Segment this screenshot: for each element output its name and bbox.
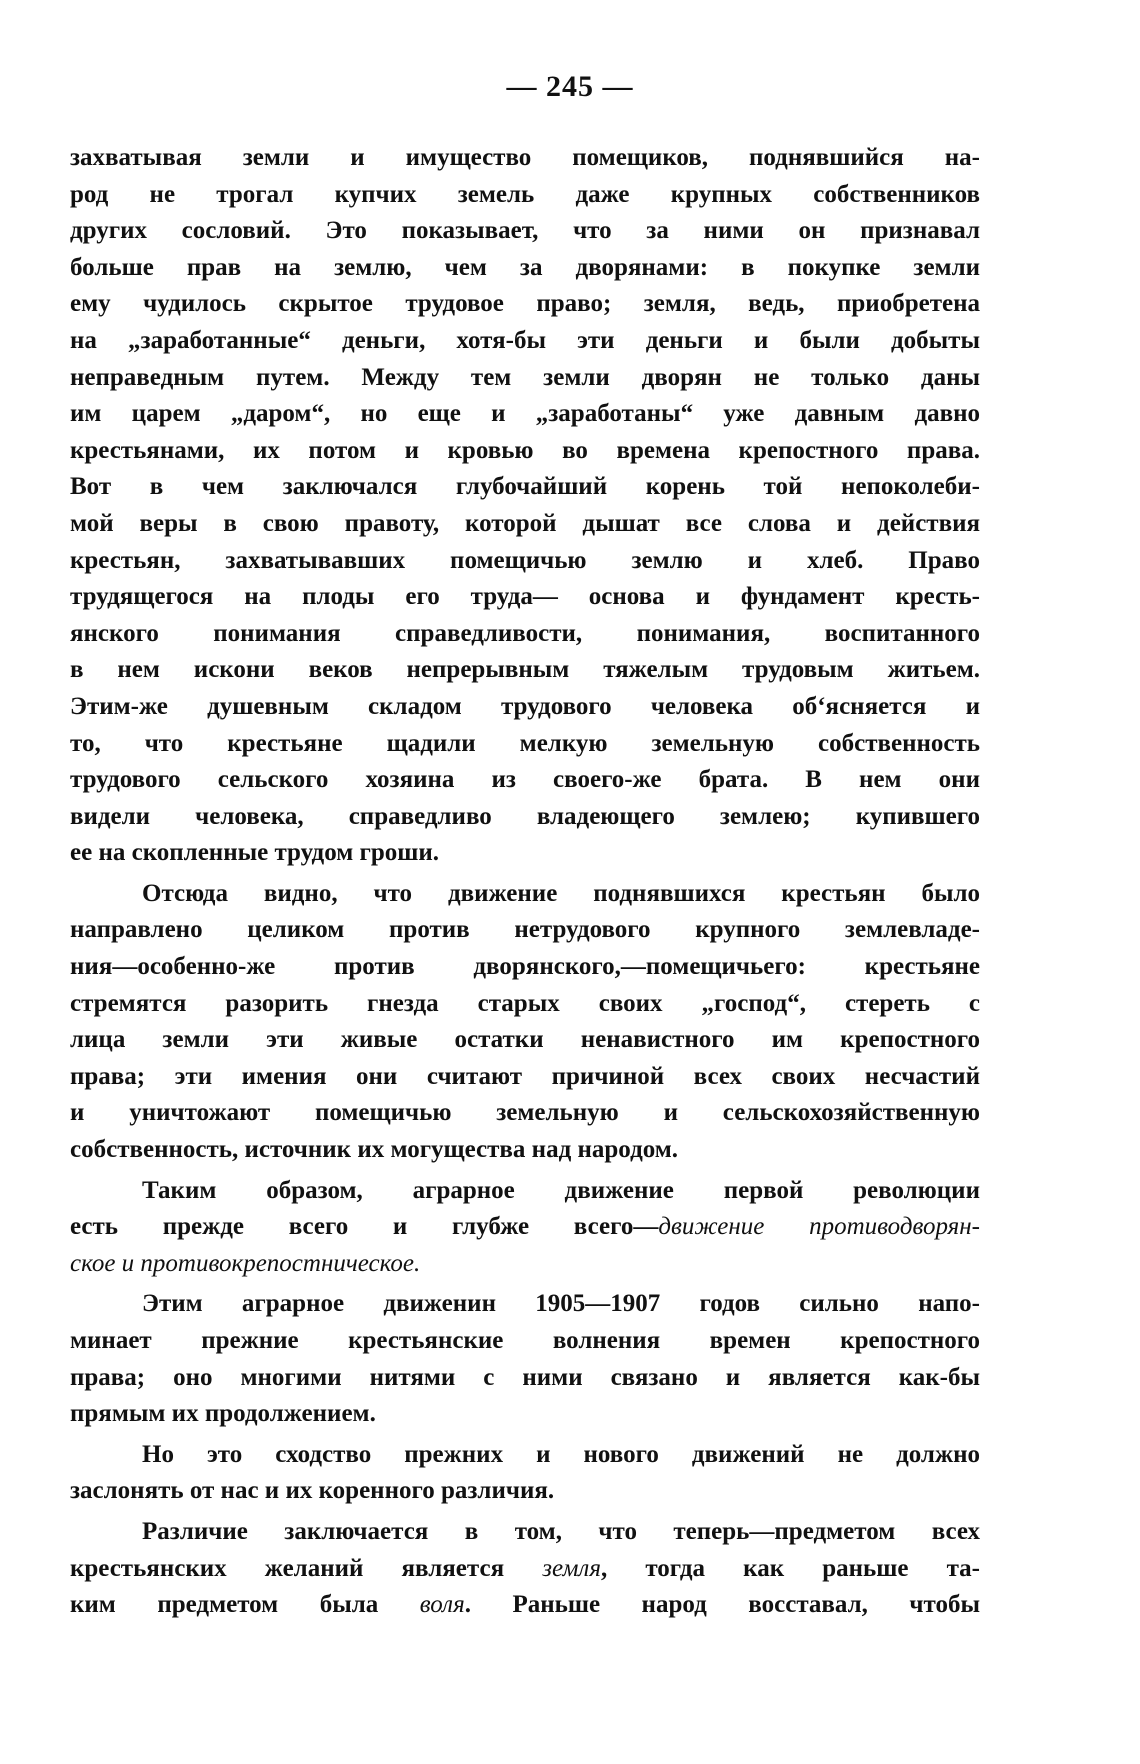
text-segment: видели человека, справедливо владеющего землею; купившего <box>70 802 980 830</box>
text-line <box>70 689 980 726</box>
text-line <box>70 876 980 913</box>
text-line <box>70 1059 980 1096</box>
text-line <box>70 1360 980 1397</box>
text-segment: Этим-же душевным складом трудового человека об‘ясняется и <box>70 692 980 720</box>
italic-emphasis: движение противодворян- <box>658 1213 980 1241</box>
text-line <box>70 213 980 250</box>
text-segment: трудового сельского хозяина из своего-же брата. В нем они <box>70 766 980 794</box>
text-line <box>70 616 980 653</box>
text-segment: и уничтожают помещичью земельную и сельскохозяйственную <box>70 1099 980 1127</box>
text-segment: крестьянами, их потом и кровью во времена крепостного права. <box>70 436 980 464</box>
text-segment: неправедным путем. Между тем земли дворян не только даны <box>70 363 980 391</box>
text-line <box>70 469 980 506</box>
text-line <box>70 1246 980 1283</box>
body-text <box>70 140 980 1624</box>
text-segment: заслонять от нас и их коренного различия. <box>70 1477 555 1505</box>
text-segment: собственность, источник их могущества над народом. <box>70 1136 679 1164</box>
text-line <box>70 1286 980 1323</box>
text-segment: Различие заключается в том, что теперь—предметом всех <box>142 1517 980 1545</box>
text-line <box>70 1095 980 1132</box>
text-line <box>70 250 980 287</box>
text-segment: Отсюда видно, что движение поднявшихся крестьян было <box>142 879 980 907</box>
text-line <box>70 433 980 470</box>
text-line <box>70 360 980 397</box>
text-line <box>70 1437 980 1474</box>
text-segment: других сословий. Это показывает, что за ними он признавал <box>70 217 980 245</box>
text-line <box>70 177 980 214</box>
text-segment: Таким образом, аграрное движение первой революции <box>142 1176 980 1204</box>
text-segment: то, что крестьяне щадили мелкую земельную собственность <box>70 729 980 757</box>
text-line <box>70 323 980 360</box>
text-segment: захватывая земли и имущество помещиков, поднявшийся на- <box>70 144 980 171</box>
text-segment: ния—особенно-же против дворянского,—помещичьего: крестьяне <box>70 953 980 981</box>
text-segment: трудящегося на плоды его труда— основа и фундамент кресть- <box>70 583 980 611</box>
text-segment: . Раньше народ восставал, чтобы <box>464 1591 980 1619</box>
italic-emphasis: ское и противокрепостническое. <box>70 1249 421 1277</box>
italic-emphasis: земля <box>542 1554 601 1582</box>
text-segment: есть прежде всего и глубже всего— <box>70 1213 659 1241</box>
text-segment: в нем искони веков непрерывным тяжелым трудовым житьем. <box>70 656 980 684</box>
text-line <box>70 543 980 580</box>
text-segment: , тогда как раньше та- <box>600 1554 980 1582</box>
text-line <box>70 835 980 872</box>
text-segment: права; эти имения они считают причиной всех своих несчастий <box>70 1062 980 1090</box>
text-line <box>70 986 980 1023</box>
text-line <box>70 506 980 543</box>
text-segment: мой веры в свою правоту, которой дышат все слова и действия <box>70 509 980 537</box>
text-line <box>70 652 980 689</box>
text-segment: больше прав на землю, чем за дворянами: в покупке земли <box>70 253 980 281</box>
text-segment: ким предметом была <box>70 1591 420 1619</box>
text-line <box>70 140 980 177</box>
text-segment: направлено целиком против нетрудового крупного землевладе- <box>70 916 980 944</box>
text-line <box>70 1022 980 1059</box>
italic-emphasis: воля <box>419 1591 465 1619</box>
text-segment: лица земли эти живые остатки ненавистного им крепостного <box>70 1026 980 1054</box>
text-segment: ему чудилось скрытое трудовое право; земля, ведь, приобретена <box>70 290 980 318</box>
text-line <box>70 726 980 763</box>
text-line <box>70 949 980 986</box>
text-segment: на „заработанные“ деньги, хотя-бы эти деньги и были добыты <box>70 326 980 354</box>
text-segment: крестьян, захватывавших помещичью землю и хлеб. Право <box>70 546 980 574</box>
text-line <box>70 1587 980 1624</box>
text-line <box>70 912 980 949</box>
text-segment: янского понимания справедливости, понимания, воспитанного <box>70 619 980 647</box>
page-number: — 245 — <box>506 70 634 103</box>
text-segment: крестьянских желаний является <box>70 1554 543 1582</box>
text-line <box>70 1514 980 1551</box>
text-line <box>70 1132 980 1169</box>
text-line <box>70 1173 980 1210</box>
text-line <box>70 1209 980 1246</box>
text-line <box>70 1473 980 1510</box>
text-segment: минает прежние крестьянские волнения времен крепостного <box>70 1327 980 1354</box>
text-segment: Вот в чем заключался глубочайший корень той непоколеби- <box>70 473 980 501</box>
text-line <box>70 396 980 433</box>
text-segment: Но это сходство прежних и нового движений не должно <box>142 1440 980 1468</box>
text-line <box>70 1551 980 1588</box>
text-line <box>70 286 980 323</box>
text-line <box>70 799 980 836</box>
text-segment: права; оно многими нитями с ними связано и является как-бы <box>70 1363 980 1391</box>
text-segment: им царем „даром“, но еще и „заработаны“ уже давным давно <box>70 400 980 428</box>
text-line <box>70 1396 980 1433</box>
text-segment: ее на скопленные трудом гроши. <box>70 839 440 867</box>
text-segment: стремятся разорить гнезда старых своих „господ“, стереть с <box>70 989 980 1017</box>
text-segment: Этим аграрное движенин 1905—1907 годов сильно напо- <box>142 1290 980 1318</box>
text-segment: род не трогал купчих земель даже крупных собственников <box>70 180 980 208</box>
text-line <box>70 579 980 616</box>
text-segment: прямым их продолжением. <box>70 1400 376 1428</box>
text-line <box>70 1323 980 1360</box>
text-line <box>70 762 980 799</box>
